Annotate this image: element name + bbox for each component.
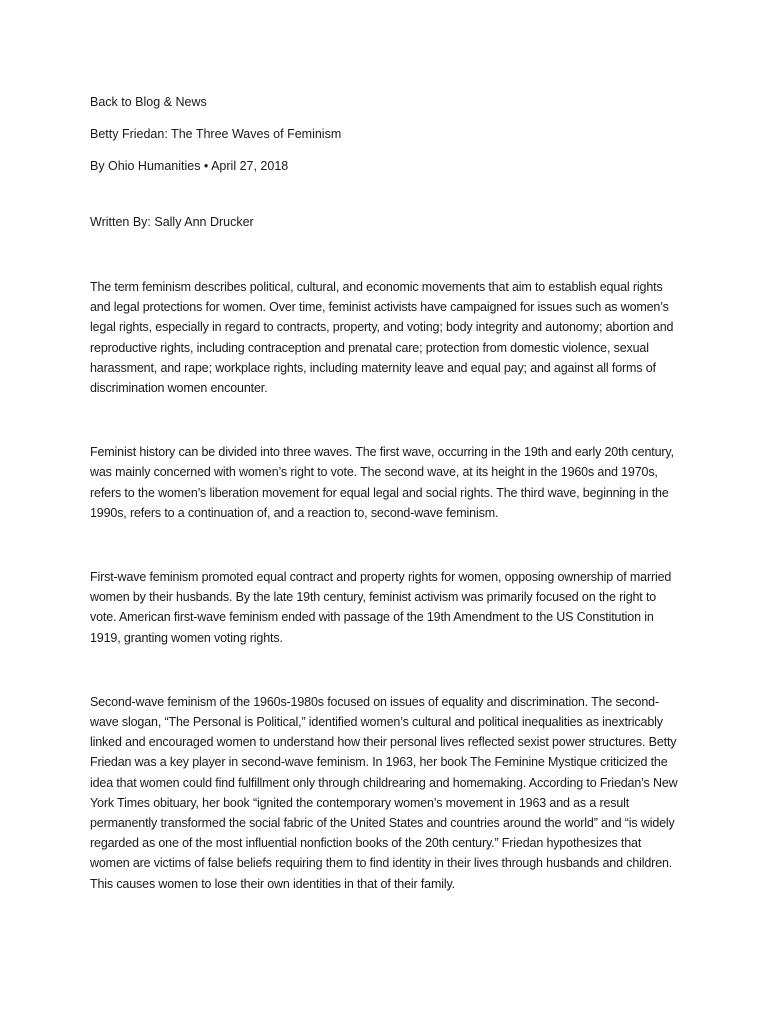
paragraph-first-wave: First-wave feminism promoted equal contract and property rights for women, opposing ownership of married women by their husbands. By the late 19th century, feminist activism was primarily focused on the right to vote. American first-wave feminism ended with passage of the 19th Amendment to the US Constitution in 1919, granting women voting rights. xyxy=(90,570,672,645)
back-to-blog-link[interactable]: Back to Blog & News xyxy=(90,95,207,109)
article-title: Betty Friedan: The Three Waves of Feminism xyxy=(90,127,342,141)
article-author: Written By: Sally Ann Drucker xyxy=(90,215,254,229)
document-page xyxy=(90,92,682,894)
paragraph-three-waves: Feminist history can be divided into three waves. The first wave, occurring in the 19th and early 20th century, was mainly concerned with women’s right to vote. The second wave, at its height in the 1960s and 1970s, refers to the women’s liberation movement for equal legal and social rights. The third wave, beginning in the 1990s, refers to a continuation of, and a reaction to, second-wave feminism. xyxy=(90,445,674,520)
article-byline: By Ohio Humanities • April 27, 2018 xyxy=(90,159,289,173)
paragraph-second-wave: Second-wave feminism of the 1960s-1980s focused on issues of equality and discrimination. The second-wave slogan, “The Personal is Political,” identified women’s cultural and political inequalities as inextricably linked and encouraged women to understand how their personal lives reflected sexist power structures. Betty Friedan was a key player in second-wave feminism. In 1963, her book The Feminine Mystique criticized the idea that women could find fulfillment only through childrearing and homemaking. According to Friedan’s New York Times obituary, her book “ignited the contemporary women’s movement in 1963 and as a result permanently transformed the social fabric of the United States and countries around the world” and “is widely regarded as one of the most influential nonfiction books of the 20th century.” Friedan hypothesizes that women are victims of false beliefs requiring them to find identity in their lives through husbands and children. This causes women to lose their own identities in that of their family. xyxy=(90,694,678,891)
paragraph-feminism-definition: The term feminism describes political, cultural, and economic movements that aim to establish equal rights and legal protections for women. Over time, feminist activists have campaigned for issues such as women’s legal rights, especially in regard to contracts, property, and voting; body integrity and autonomy; abortion and reproductive rights, including contraception and prenatal care; protection from domestic violence, sexual harassment, and rape; workplace rights, including maternity leave and equal pay; and against all forms of discrimination women encounter. xyxy=(90,280,674,396)
